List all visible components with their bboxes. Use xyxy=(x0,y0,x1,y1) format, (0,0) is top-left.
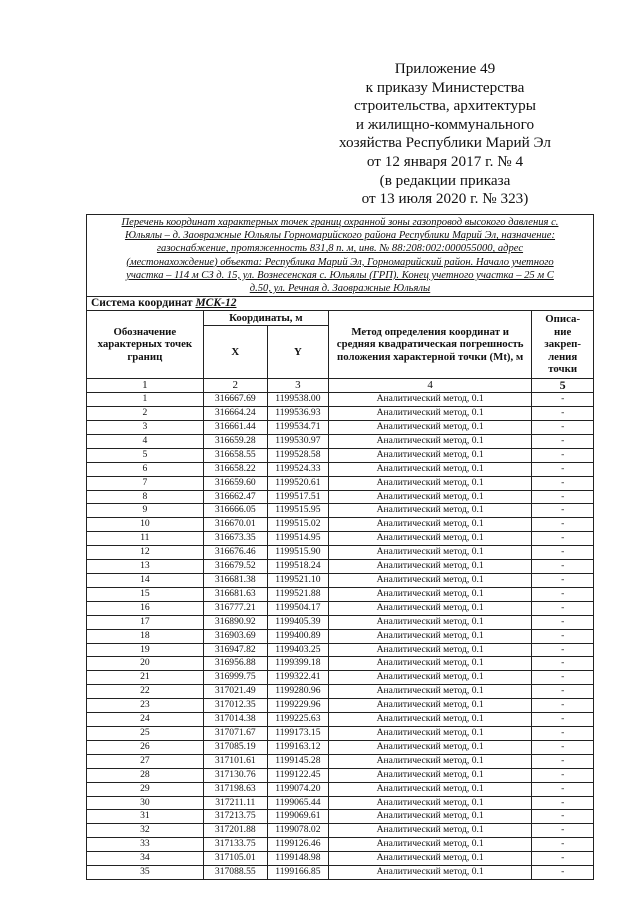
coord-x: 316681.63 xyxy=(203,587,267,601)
point-number: 20 xyxy=(87,657,203,671)
description-cell: - xyxy=(532,754,593,768)
method-cell: Аналитический метод, 0.1 xyxy=(328,754,531,768)
coord-x: 316661.44 xyxy=(203,421,267,435)
point-number: 10 xyxy=(87,518,203,532)
method-cell: Аналитический метод, 0.1 xyxy=(328,518,531,532)
method-cell: Аналитический метод, 0.1 xyxy=(328,560,531,574)
table-row xyxy=(87,810,593,824)
method-cell: Аналитический метод, 0.1 xyxy=(328,671,531,685)
description-cell: - xyxy=(532,629,593,643)
coord-x: 316673.35 xyxy=(203,532,267,546)
table-row xyxy=(87,671,593,685)
method-cell: Аналитический метод, 0.1 xyxy=(328,796,531,810)
method-cell: Аналитический метод, 0.1 xyxy=(328,643,531,657)
table-row xyxy=(87,768,593,782)
coord-y: 1199515.95 xyxy=(267,504,328,518)
method-cell: Аналитический метод, 0.1 xyxy=(328,490,531,504)
table-row xyxy=(87,601,593,615)
coord-x: 317088.55 xyxy=(203,866,267,879)
method-cell: Аналитический метод, 0.1 xyxy=(328,810,531,824)
table-header-row xyxy=(87,311,593,326)
point-number: 13 xyxy=(87,560,203,574)
method-cell: Аналитический метод, 0.1 xyxy=(328,462,531,476)
point-number: 35 xyxy=(87,866,203,879)
method-cell: Аналитический метод, 0.1 xyxy=(328,768,531,782)
point-number: 19 xyxy=(87,643,203,657)
col-y: Y xyxy=(267,326,328,379)
coord-y: 1199536.93 xyxy=(267,407,328,421)
table-row xyxy=(87,476,593,490)
method-cell: Аналитический метод, 0.1 xyxy=(328,504,531,518)
coord-y: 1199166.85 xyxy=(267,866,328,879)
table-row xyxy=(87,685,593,699)
col-designation: Обозначение характерных точек границ xyxy=(87,311,203,379)
method-cell: Аналитический метод, 0.1 xyxy=(328,699,531,713)
title-line: газоснабжение, протяженность 831,8 п. м, инв. № 88:208:002:000055000, адрес xyxy=(156,243,524,255)
coord-y: 1199405.39 xyxy=(267,615,328,629)
coord-x: 316890.92 xyxy=(203,615,267,629)
header-line: хозяйства Республики Марий Эл xyxy=(339,134,551,152)
point-number: 31 xyxy=(87,810,203,824)
coordinates-table xyxy=(87,310,593,879)
appendix-header xyxy=(325,60,565,209)
point-number: 1 xyxy=(87,393,203,407)
description-cell: - xyxy=(532,518,593,532)
table-row xyxy=(87,615,593,629)
description-cell: - xyxy=(532,434,593,448)
title-line: Перечень координат характерных точек границ охранной зоны газопровод высокого давления с. xyxy=(121,217,559,228)
description-cell: - xyxy=(532,490,593,504)
coord-y: 1199148.98 xyxy=(267,852,328,866)
description-cell: - xyxy=(532,657,593,671)
point-number: 22 xyxy=(87,685,203,699)
point-number: 33 xyxy=(87,838,203,852)
method-cell: Аналитический метод, 0.1 xyxy=(328,421,531,435)
point-number: 4 xyxy=(87,434,203,448)
description-cell: - xyxy=(532,421,593,435)
description-cell: - xyxy=(532,852,593,866)
point-number: 17 xyxy=(87,615,203,629)
table-row xyxy=(87,838,593,852)
table-row xyxy=(87,421,593,435)
point-number: 12 xyxy=(87,546,203,560)
table-row xyxy=(87,504,593,518)
coord-x: 316659.28 xyxy=(203,434,267,448)
coord-x: 317211.11 xyxy=(203,796,267,810)
point-number: 16 xyxy=(87,601,203,615)
coord-x: 316947.82 xyxy=(203,643,267,657)
coord-y: 1199173.15 xyxy=(267,726,328,740)
point-number: 2 xyxy=(87,407,203,421)
description-cell: - xyxy=(532,671,593,685)
coord-x: 317071.67 xyxy=(203,726,267,740)
table-row xyxy=(87,629,593,643)
coord-x: 317101.61 xyxy=(203,754,267,768)
point-number: 29 xyxy=(87,782,203,796)
point-number: 7 xyxy=(87,476,203,490)
header-line: строительства, архитектуры xyxy=(354,97,536,115)
point-number: 6 xyxy=(87,462,203,476)
coord-y: 1199538.00 xyxy=(267,393,328,407)
method-cell: Аналитический метод, 0.1 xyxy=(328,407,531,421)
method-cell: Аналитический метод, 0.1 xyxy=(328,713,531,727)
col-description: Описа-ние закреп-ления точки xyxy=(532,311,593,379)
method-cell: Аналитический метод, 0.1 xyxy=(328,838,531,852)
coordinate-system xyxy=(87,296,593,310)
coord-y: 1199280.96 xyxy=(267,685,328,699)
table-row xyxy=(87,574,593,588)
table-row xyxy=(87,546,593,560)
coord-y: 1199399.18 xyxy=(267,657,328,671)
point-number: 15 xyxy=(87,587,203,601)
method-cell: Аналитический метод, 0.1 xyxy=(328,824,531,838)
method-cell: Аналитический метод, 0.1 xyxy=(328,629,531,643)
header-line: (в редакции приказа xyxy=(379,171,511,189)
table-row xyxy=(87,699,593,713)
point-number: 27 xyxy=(87,754,203,768)
description-cell: - xyxy=(532,560,593,574)
coord-x: 317213.75 xyxy=(203,810,267,824)
table-row xyxy=(87,462,593,476)
description-cell: - xyxy=(532,615,593,629)
table-row xyxy=(87,740,593,754)
coord-x: 317014.38 xyxy=(203,713,267,727)
description-cell: - xyxy=(532,782,593,796)
method-cell: Аналитический метод, 0.1 xyxy=(328,587,531,601)
description-cell: - xyxy=(532,587,593,601)
column-number: 5 xyxy=(532,379,593,393)
method-cell: Аналитический метод, 0.1 xyxy=(328,574,531,588)
description-cell: - xyxy=(532,407,593,421)
coord-y: 1199074.20 xyxy=(267,782,328,796)
table-row xyxy=(87,754,593,768)
coord-y: 1199515.90 xyxy=(267,546,328,560)
description-cell: - xyxy=(532,546,593,560)
table-row xyxy=(87,643,593,657)
coord-x: 316777.21 xyxy=(203,601,267,615)
description-cell: - xyxy=(532,476,593,490)
coord-x: 316670.01 xyxy=(203,518,267,532)
coord-x: 316999.75 xyxy=(203,671,267,685)
method-cell: Аналитический метод, 0.1 xyxy=(328,448,531,462)
table-row xyxy=(87,532,593,546)
point-number: 14 xyxy=(87,574,203,588)
coord-x: 317133.75 xyxy=(203,838,267,852)
coord-x: 317021.49 xyxy=(203,685,267,699)
coord-y: 1199403.25 xyxy=(267,643,328,657)
table-row xyxy=(87,852,593,866)
document-title xyxy=(87,215,593,296)
description-cell: - xyxy=(532,810,593,824)
coord-x: 316666.05 xyxy=(203,504,267,518)
description-cell: - xyxy=(532,448,593,462)
point-number: 25 xyxy=(87,726,203,740)
coord-y: 1199528.58 xyxy=(267,448,328,462)
header-line: от 12 января 2017 г. № 4 xyxy=(366,152,524,170)
table-row xyxy=(87,713,593,727)
title-line: участка – 114 м СЗ д. 15, ул. Вознесенская с. Юльялы (ГРП). Конец учетного участка – 25 м С xyxy=(126,269,554,281)
column-number: 4 xyxy=(328,379,531,393)
coord-x: 316664.24 xyxy=(203,407,267,421)
column-number: 1 xyxy=(87,379,203,393)
table-row xyxy=(87,782,593,796)
coord-y: 1199322.41 xyxy=(267,671,328,685)
point-number: 26 xyxy=(87,740,203,754)
coord-y: 1199078.02 xyxy=(267,824,328,838)
header-line: от 13 июля 2020 г. № 323) xyxy=(361,190,529,208)
method-cell: Аналитический метод, 0.1 xyxy=(328,476,531,490)
table-row xyxy=(87,434,593,448)
method-cell: Аналитический метод, 0.1 xyxy=(328,393,531,407)
col-x: X xyxy=(203,326,267,379)
method-cell: Аналитический метод, 0.1 xyxy=(328,532,531,546)
coord-x: 316659.60 xyxy=(203,476,267,490)
description-cell: - xyxy=(532,699,593,713)
table-row xyxy=(87,448,593,462)
method-cell: Аналитический метод, 0.1 xyxy=(328,852,531,866)
point-number: 34 xyxy=(87,852,203,866)
coord-y: 1199521.88 xyxy=(267,587,328,601)
coord-y: 1199520.61 xyxy=(267,476,328,490)
coord-x: 316676.46 xyxy=(203,546,267,560)
description-cell: - xyxy=(532,726,593,740)
method-cell: Аналитический метод, 0.1 xyxy=(328,726,531,740)
method-cell: Аналитический метод, 0.1 xyxy=(328,434,531,448)
coordinate-system-value: МСК-12 xyxy=(195,297,237,310)
point-number: 24 xyxy=(87,713,203,727)
coord-x: 317105.01 xyxy=(203,852,267,866)
coord-y: 1199534.71 xyxy=(267,421,328,435)
method-cell: Аналитический метод, 0.1 xyxy=(328,546,531,560)
method-cell: Аналитический метод, 0.1 xyxy=(328,782,531,796)
description-cell: - xyxy=(532,768,593,782)
column-number: 3 xyxy=(267,379,328,393)
table-row xyxy=(87,587,593,601)
point-number: 30 xyxy=(87,796,203,810)
coordinate-system-label: Система координат xyxy=(91,297,196,310)
coord-y: 1199163.12 xyxy=(267,740,328,754)
coord-x: 316667.69 xyxy=(203,393,267,407)
method-cell: Аналитический метод, 0.1 xyxy=(328,615,531,629)
method-cell: Аналитический метод, 0.1 xyxy=(328,685,531,699)
table-row xyxy=(87,726,593,740)
description-cell: - xyxy=(532,504,593,518)
column-number: 2 xyxy=(203,379,267,393)
title-line: д.50, ул. Речная д. Заовражные Юльялы xyxy=(249,283,431,295)
table-row xyxy=(87,866,593,879)
description-cell: - xyxy=(532,740,593,754)
point-number: 3 xyxy=(87,421,203,435)
coord-y: 1199229.96 xyxy=(267,699,328,713)
title-line: (местонахождение) объекта: Республика Марий Эл, Горномарийский район. Начало учетного xyxy=(126,256,554,268)
table-row xyxy=(87,518,593,532)
description-cell: - xyxy=(532,574,593,588)
coord-y: 1199515.02 xyxy=(267,518,328,532)
coord-y: 1199517.51 xyxy=(267,490,328,504)
header-line: и жилищно-коммунального xyxy=(355,115,535,133)
description-cell: - xyxy=(532,393,593,407)
coord-y: 1199524.33 xyxy=(267,462,328,476)
coord-x: 316658.55 xyxy=(203,448,267,462)
col-method: Метод определения координат и средняя квадратическая погрешность положения характерной точки (Mt), м xyxy=(328,311,531,379)
coord-x: 316658.22 xyxy=(203,462,267,476)
coord-x: 316679.52 xyxy=(203,560,267,574)
point-number: 21 xyxy=(87,671,203,685)
coord-x: 317085.19 xyxy=(203,740,267,754)
coord-y: 1199530.97 xyxy=(267,434,328,448)
coordinates-frame xyxy=(86,214,594,880)
coord-y: 1199065.44 xyxy=(267,796,328,810)
point-number: 18 xyxy=(87,629,203,643)
coord-y: 1199126.46 xyxy=(267,838,328,852)
point-number: 8 xyxy=(87,490,203,504)
coord-x: 317130.76 xyxy=(203,768,267,782)
description-cell: - xyxy=(532,796,593,810)
description-cell: - xyxy=(532,838,593,852)
description-cell: - xyxy=(532,462,593,476)
coord-y: 1199518.24 xyxy=(267,560,328,574)
coord-y: 1199225.63 xyxy=(267,713,328,727)
header-line: Приложение 49 xyxy=(394,60,496,77)
coord-y: 1199504.17 xyxy=(267,601,328,615)
coord-x: 316956.88 xyxy=(203,657,267,671)
coord-x: 317201.88 xyxy=(203,824,267,838)
method-cell: Аналитический метод, 0.1 xyxy=(328,657,531,671)
point-number: 9 xyxy=(87,504,203,518)
table-body xyxy=(87,393,593,879)
coord-x: 317198.63 xyxy=(203,782,267,796)
coord-x: 316903.69 xyxy=(203,629,267,643)
point-number: 11 xyxy=(87,532,203,546)
table-row xyxy=(87,657,593,671)
coord-y: 1199514.95 xyxy=(267,532,328,546)
description-cell: - xyxy=(532,601,593,615)
table-row xyxy=(87,393,593,407)
header-line: к приказу Министерства xyxy=(365,78,525,96)
coord-x: 317012.35 xyxy=(203,699,267,713)
description-cell: - xyxy=(532,866,593,879)
table-row xyxy=(87,824,593,838)
table-row xyxy=(87,796,593,810)
coord-x: 316681.38 xyxy=(203,574,267,588)
coord-y: 1199400.89 xyxy=(267,629,328,643)
table-row xyxy=(87,407,593,421)
description-cell: - xyxy=(532,643,593,657)
method-cell: Аналитический метод, 0.1 xyxy=(328,866,531,879)
description-cell: - xyxy=(532,532,593,546)
point-number: 28 xyxy=(87,768,203,782)
description-cell: - xyxy=(532,713,593,727)
table-row xyxy=(87,490,593,504)
method-cell: Аналитический метод, 0.1 xyxy=(328,601,531,615)
coord-y: 1199122.45 xyxy=(267,768,328,782)
coord-y: 1199145.28 xyxy=(267,754,328,768)
coord-y: 1199521.10 xyxy=(267,574,328,588)
point-number: 5 xyxy=(87,448,203,462)
coord-y: 1199069.61 xyxy=(267,810,328,824)
column-numbers-row xyxy=(87,379,593,393)
description-cell: - xyxy=(532,685,593,699)
coord-x: 316662.47 xyxy=(203,490,267,504)
point-number: 23 xyxy=(87,699,203,713)
table-row xyxy=(87,560,593,574)
point-number: 32 xyxy=(87,824,203,838)
col-coords: Координаты, м xyxy=(203,311,328,326)
description-cell: - xyxy=(532,824,593,838)
title-line: Юльялы – д. Заовражные Юльялы Горномарийского района Республики Марий Эл, назначение: xyxy=(124,230,556,242)
method-cell: Аналитический метод, 0.1 xyxy=(328,740,531,754)
